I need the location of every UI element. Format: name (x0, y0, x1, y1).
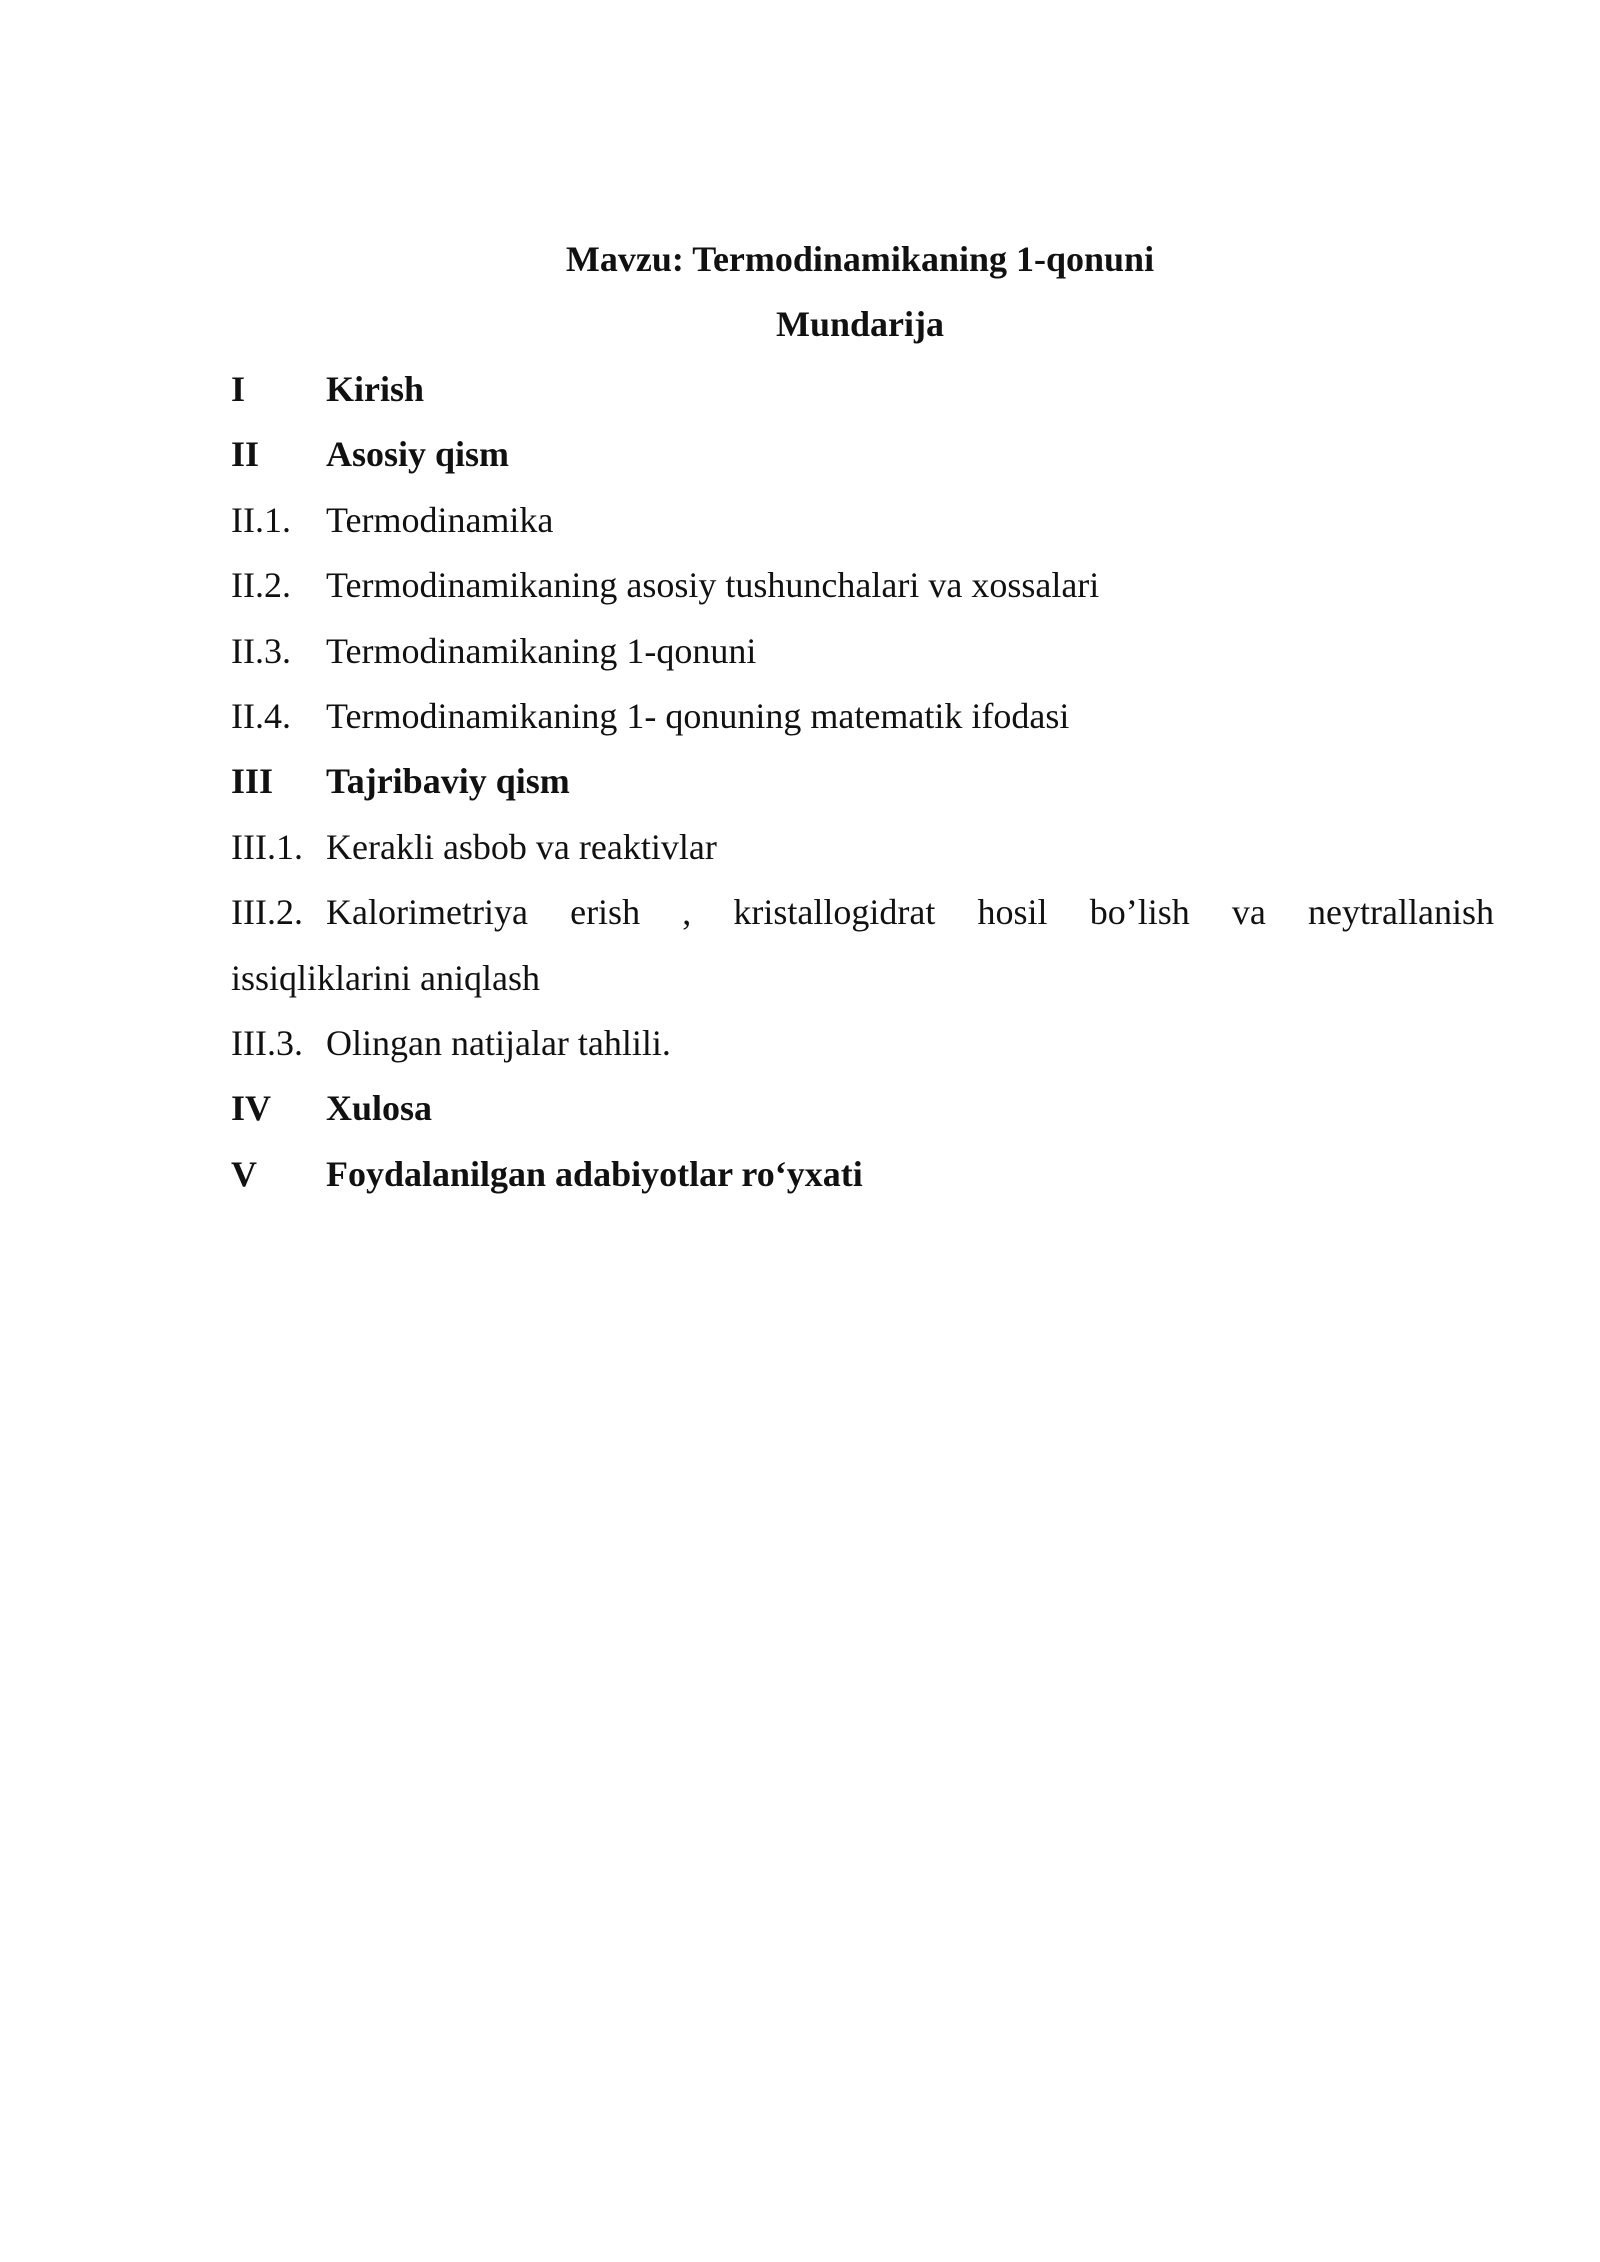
toc-entry-tajribaviy-qism (231, 759, 1494, 824)
toc-entry-label: Tajribaviy qism (326, 761, 570, 802)
toc-entry-xulosa (231, 1086, 1494, 1151)
toc-entry-asosiy-tushunchalar (231, 563, 1494, 628)
toc-entry-label: Kalorimetriya erish , kristallogidrat hosil bo’lish va neytrallanish (326, 892, 1494, 933)
table-of-contents (231, 367, 1494, 1217)
document-title: Mavzu: Termodinamikaning 1-qonuni (565, 239, 1155, 279)
toc-entry-number: II (231, 434, 260, 475)
toc-entry-number: V (231, 1153, 257, 1194)
toc-entry-label: Olingan natijalar tahlili. (326, 1022, 671, 1063)
toc-entry-label: Termodinamikaning 1- qonuning matematik ifodasi (326, 695, 1070, 736)
toc-heading: Mundarija (775, 304, 944, 344)
toc-entry-label: Asosiy qism (326, 434, 510, 475)
toc-entry-asosiy-qism (231, 432, 1494, 497)
toc-entry-number: I (231, 369, 246, 409)
toc-entry-label: Termodinamika (326, 499, 554, 540)
toc-entry-number: II.2. (231, 565, 291, 606)
toc-entry-number: IV (231, 1088, 272, 1129)
toc-entry-label: Foydalanilgan adabiyotlar ro‘yxati (326, 1153, 863, 1194)
toc-entry-matematik-ifodasi (231, 694, 1494, 759)
toc-entry-asbob-reaktivlar (231, 825, 1494, 890)
toc-entry-label: Kerakli asbob va reaktivlar (326, 826, 717, 867)
toc-entry-termodinamika (231, 498, 1494, 563)
toc-entry-label: Kirish (326, 369, 425, 409)
toc-entry-number: III.1. (231, 826, 303, 867)
toc-entry-number: II.3. (231, 630, 291, 671)
toc-entry-label-continuation: issiqliklarini aniqlash (231, 957, 540, 998)
toc-entry-label: Termodinamikaning asosiy tushunchalari va xossalari (326, 565, 1100, 606)
toc-entry-natijalar-tahlili (231, 1021, 1494, 1086)
toc-entry-number: III.3. (231, 1022, 303, 1063)
toc-entry-number: III.2. (231, 892, 303, 933)
toc-entry-number: II.4. (231, 695, 291, 736)
toc-entry-number: III (231, 761, 274, 802)
toc-entry-kalorimetriya (231, 890, 1494, 1021)
toc-entry-number: II.1. (231, 499, 291, 540)
toc-entry-kirish (231, 367, 1494, 432)
toc-entry-label: Termodinamikaning 1-qonuni (326, 630, 757, 671)
toc-entry-1-qonuni (231, 629, 1494, 694)
toc-entry-adabiyotlar (231, 1152, 1494, 1217)
toc-entry-label: Xulosa (326, 1088, 433, 1129)
